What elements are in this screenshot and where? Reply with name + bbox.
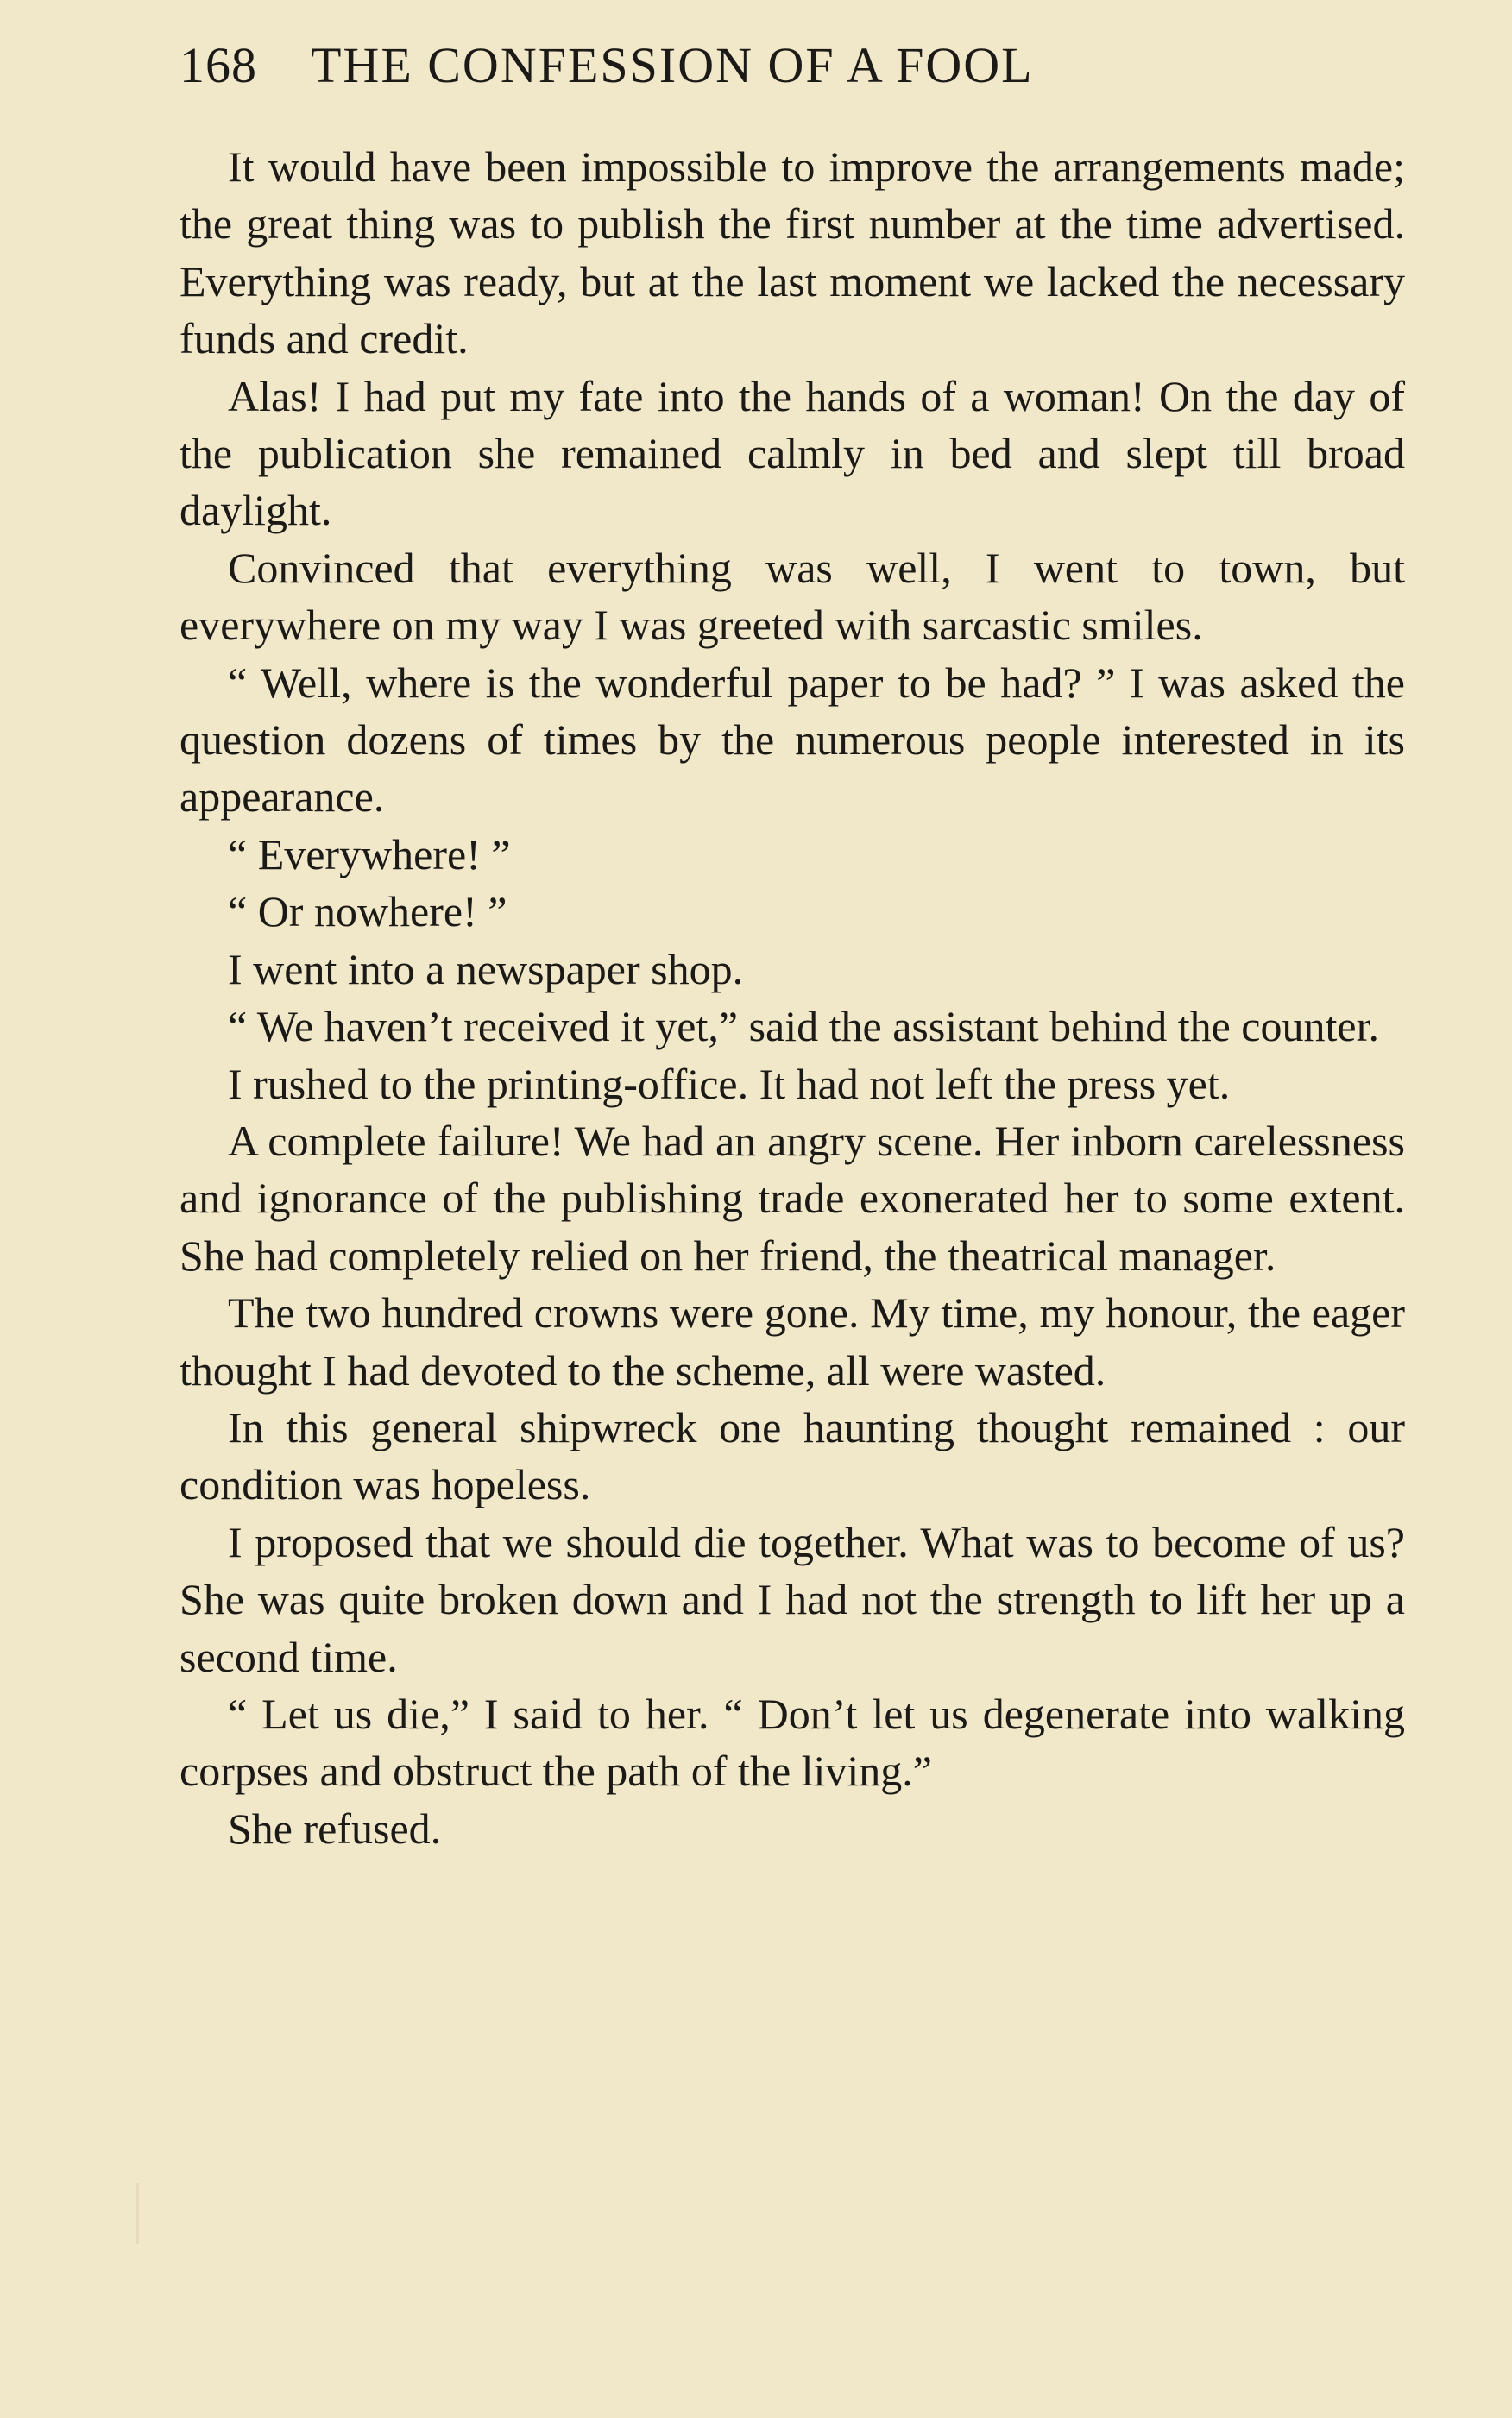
paragraph-alas: Alas! I had put my fate into the hands of a woman! On the day of the publication she remained calmly in bed and slept till broad daylight. <box>180 371 1405 535</box>
paragraph-shipwreck: In this general shipwreck one haunting thought remained : our condition was hopeless. <box>180 1402 1405 1509</box>
paragraph-printing-office: I rushed to the printing-office. It had not left the press yet. <box>228 1059 1231 1108</box>
paragraph-die-together: I proposed that we should die together. What was to become of us? She was quite broken down and I had not the strength to lift her up a second time. <box>180 1517 1405 1681</box>
body-text <box>180 138 1405 1857</box>
paragraph-everywhere: “ Everywhere! ” <box>228 829 511 878</box>
paragraph-arrangements: It would have been impossible to improve the arrangements made; the great thing was to publish the first number at the time advertised. Everything was ready, but at the last moment we lacked the necessary funds and credit. <box>180 142 1405 363</box>
running-head <box>180 33 1405 98</box>
paragraph-she-refused: She refused. <box>228 1804 442 1853</box>
book-title: THE CONFESSION OF A FOOL <box>311 37 1034 93</box>
paragraph-complete-failure: A complete failure! We had an angry scene. Her inborn carelessness and ignorance of the publishing trade exonerated her to some extent. She had completely relied on her friend, the theatrical manager. <box>180 1116 1405 1280</box>
paragraph-wonderful-paper: “ Well, where is the wonderful paper to be had? ” I was asked the question dozens of times by the numerous people interested in its appearance. <box>180 658 1405 822</box>
paragraph-nowhere: “ Or nowhere! ” <box>228 887 507 936</box>
paragraph-convinced: Convinced that everything was well, I went to town, but everywhere on my way I was greeted with sarcastic smiles. <box>180 543 1405 650</box>
paragraph-crowns-gone: The two hundred crowns were gone. My time, my honour, the eager thought I had devoted to the scheme, all were wasted. <box>180 1288 1405 1395</box>
left-edge-mark <box>136 2183 139 2244</box>
paragraph-not-received: “ We haven’t received it yet,” said the assistant behind the counter. <box>228 1002 1379 1051</box>
page-number: 168 <box>180 37 257 93</box>
paragraph-let-us-die: “ Let us die,” I said to her. “ Don’t let us degenerate into walking corpses and obstruct the path of the living.” <box>180 1689 1405 1796</box>
paragraph-newspaper-shop: I went into a newspaper shop. <box>228 944 744 993</box>
